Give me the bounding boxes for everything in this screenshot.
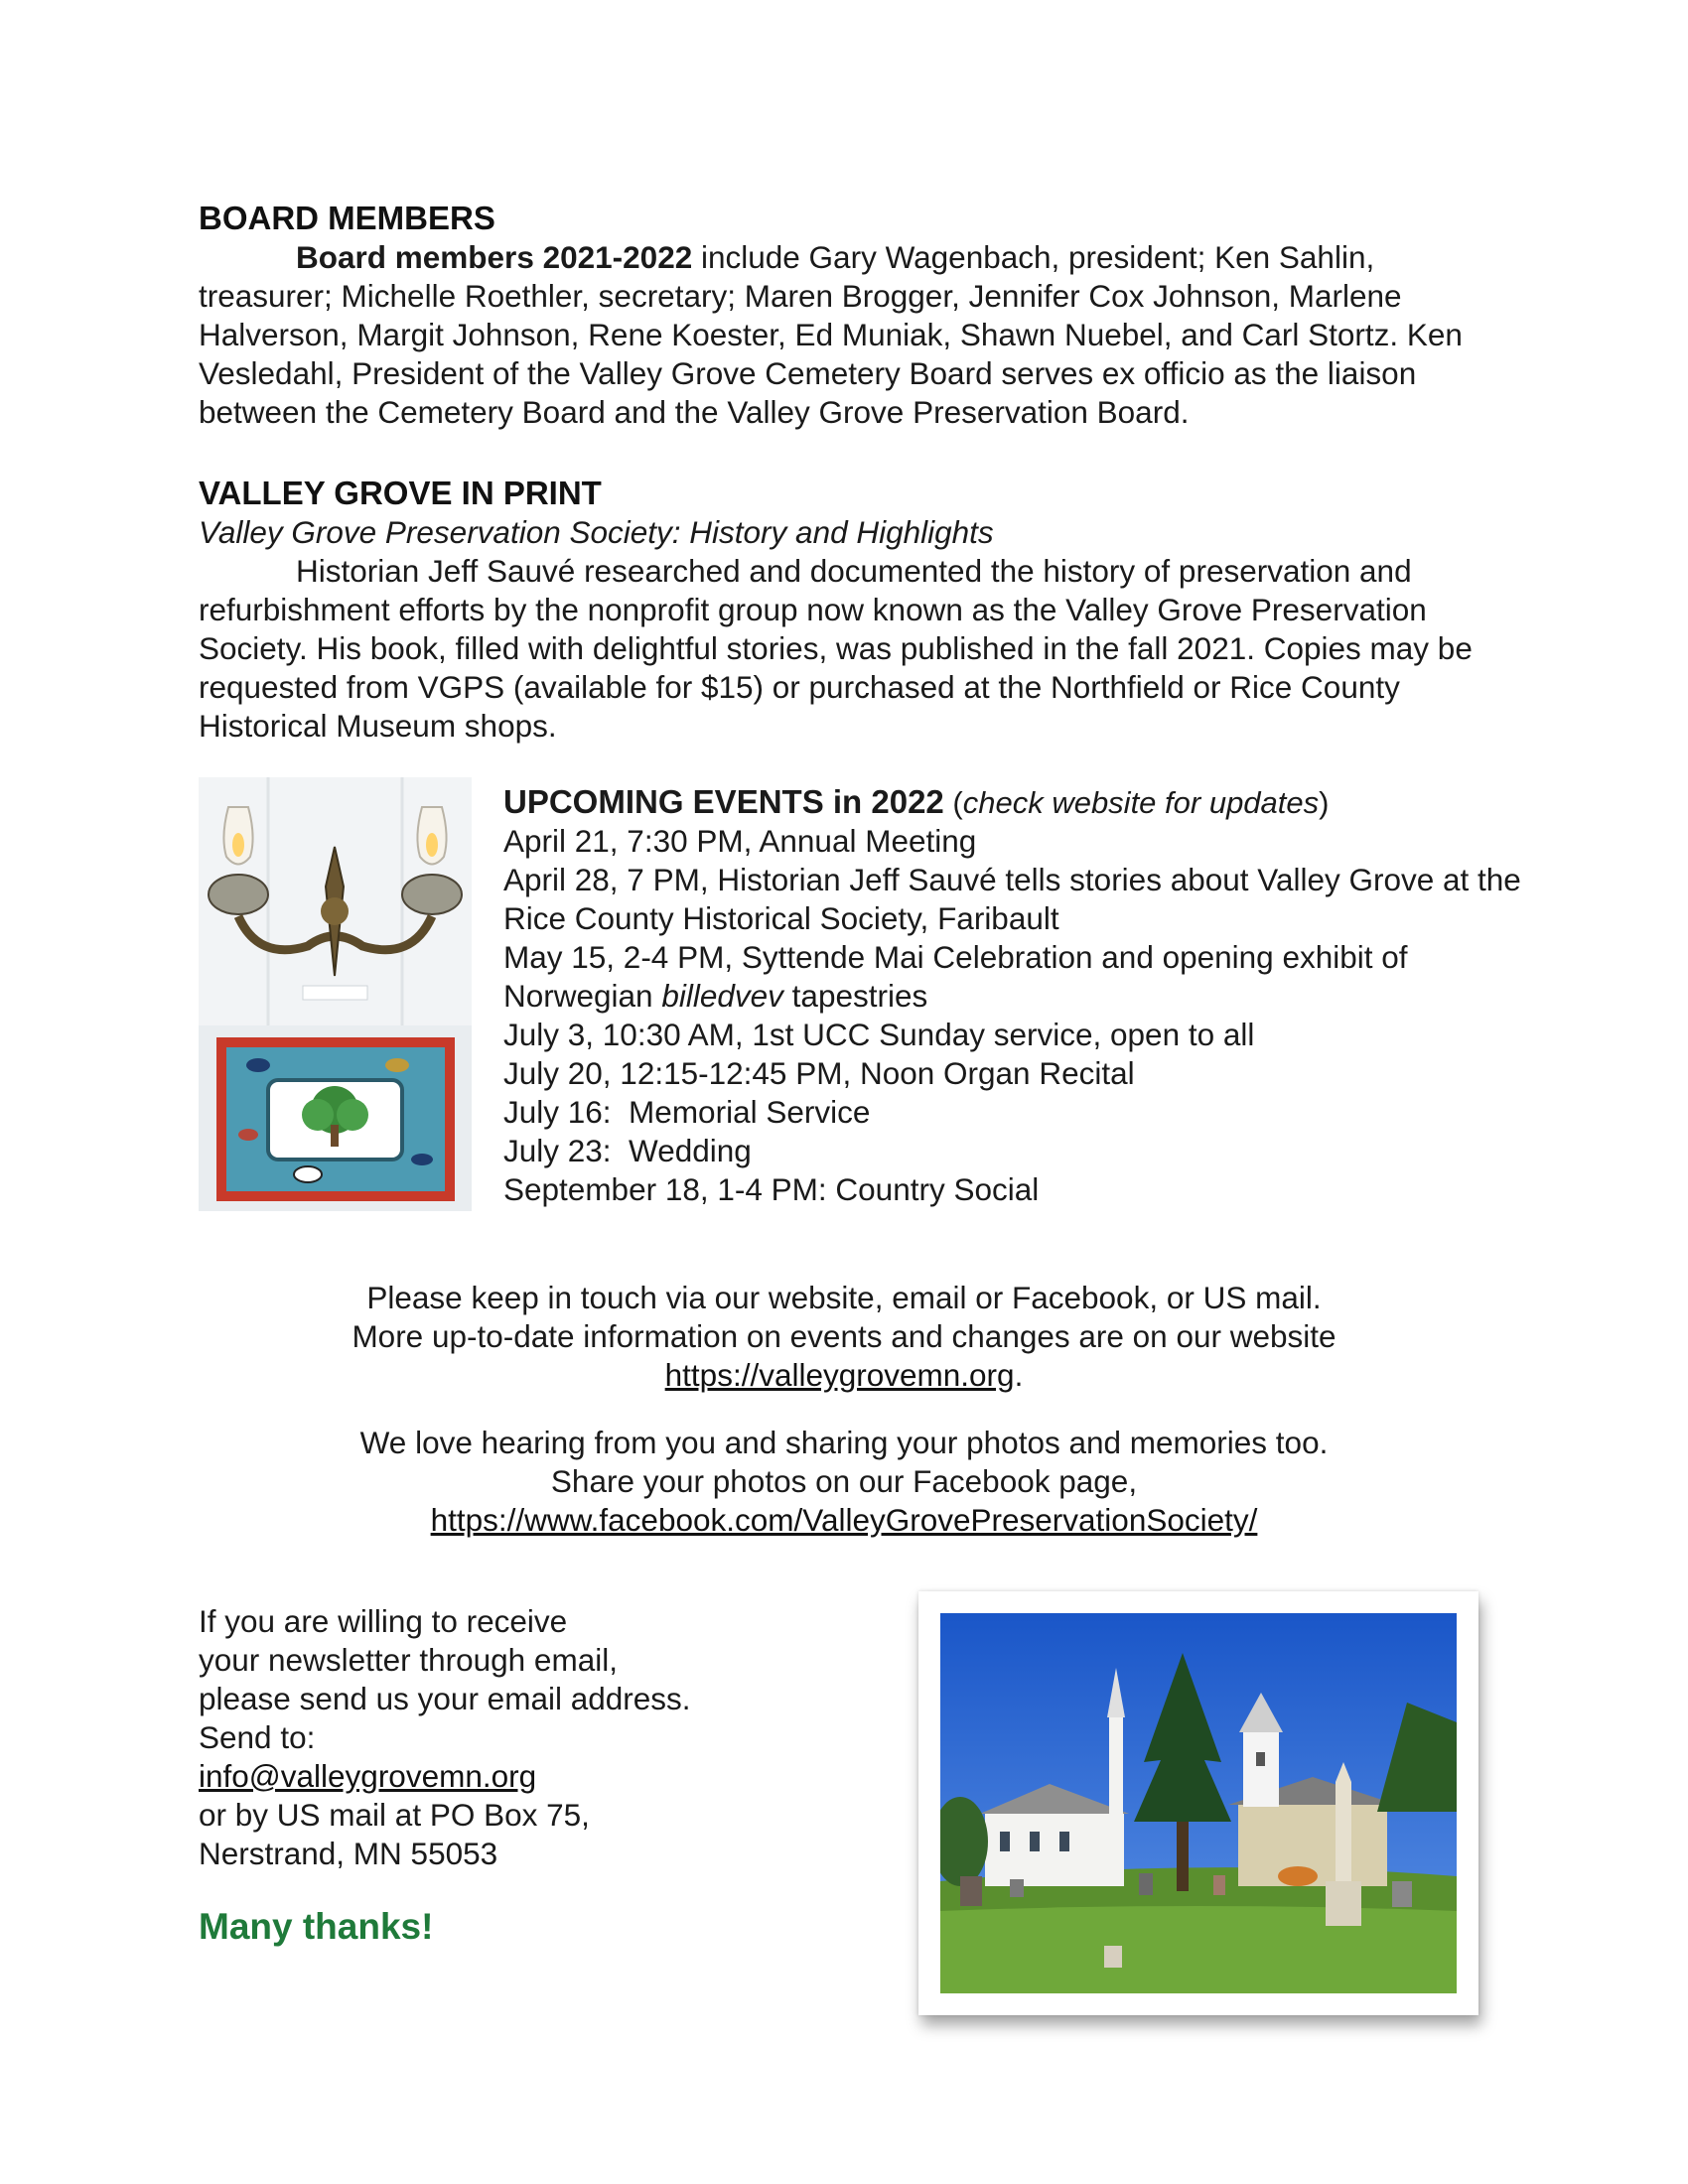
- events-note: check website for updates: [962, 785, 1320, 820]
- facebook-link[interactable]: https://www.facebook.com/ValleyGrovePreservationSociety/: [430, 1502, 1258, 1538]
- event-item: July 23: Wedding: [503, 1133, 752, 1168]
- contact-text: Share your photos on our Facebook page,: [550, 1463, 1138, 1499]
- event-item: July 20, 12:15-12:45 PM, Noon Organ Recital: [503, 1055, 1135, 1091]
- upcoming-events-section: [503, 782, 1536, 1209]
- event-item: September 18, 1-4 PM: Country Social: [503, 1171, 1040, 1207]
- newsletter-text: or by US mail at PO Box 75,: [199, 1797, 590, 1833]
- board-members-body: include Gary Wagenbach, president; Ken Sahlin, treasurer; Michelle Roethler, secretary; Maren Brogger, Jennifer Cox Johnson, Marlene Halverson, Margit Johnson, Rene Koester, Ed Muniak, Shawn Nuebel, and Carl Stortz. Ken Vesledahl, President of the Valley Grove Cemetery Board serves ex officio as the liaison between the Cemetery Board and the Valley Grove Preservation Board.: [199, 239, 1463, 430]
- lamp-tapestry-photo: [199, 777, 472, 1211]
- book-title: Valley Grove Preservation Society: History and Highlights: [199, 514, 994, 550]
- event-item: [503, 938, 1536, 1016]
- contact-text: More up-to-date information on events and changes are on our website: [352, 1318, 1336, 1354]
- newsletter-text: your newsletter through email,: [199, 1642, 618, 1678]
- events-note-open: (: [943, 785, 963, 820]
- church-scene-icon: [940, 1613, 1457, 1993]
- lamp-sconce-icon: [199, 777, 472, 1211]
- board-members-heading: BOARD MEMBERS: [199, 200, 495, 236]
- email-link[interactable]: info@valleygrovemn.org: [199, 1758, 537, 1794]
- church-photo-frame: [918, 1591, 1478, 2015]
- board-members-paragraph: [199, 238, 1489, 432]
- events-heading-line: [503, 782, 1536, 822]
- contact-paragraph-1: [199, 1279, 1489, 1395]
- in-print-section: [199, 474, 1489, 746]
- contact-paragraph-2: [199, 1424, 1489, 1540]
- board-members-section: [199, 199, 1489, 432]
- event-item: July 16: Memorial Service: [503, 1094, 871, 1130]
- event-item: July 3, 10:30 AM, 1st UCC Sunday service, open to all: [503, 1017, 1255, 1052]
- board-members-lead: Board members 2021-2022: [296, 239, 693, 275]
- contact-section: [199, 1279, 1489, 1569]
- event-text: May 15, 2-4 PM, Syttende Mai Celebration and opening exhibit of Norwegian: [503, 939, 1408, 1014]
- contact-text: We love hearing from you and sharing your photos and memories too.: [359, 1425, 1329, 1460]
- many-thanks: Many thanks!: [199, 1906, 434, 1947]
- contact-text: Please keep in touch via our website, email or Facebook, or US mail.: [366, 1280, 1322, 1315]
- website-link[interactable]: https://valleygrovemn.org: [664, 1357, 1015, 1393]
- event-emphasis: billedvev: [661, 978, 783, 1014]
- newsletter-text: Nerstrand, MN 55053: [199, 1836, 498, 1871]
- event-text: tapestries: [782, 978, 928, 1014]
- event-item: April 28, 7 PM, Historian Jeff Sauvé tells stories about Valley Grove at the Rice County Historical Society, Faribault: [503, 862, 1521, 936]
- newsletter-text: please send us your email address.: [199, 1681, 691, 1716]
- newsletter-text: If you are willing to receive: [199, 1603, 568, 1639]
- in-print-heading: VALLEY GROVE IN PRINT: [199, 475, 602, 511]
- in-print-body: Historian Jeff Sauvé researched and documented the history of preservation and refurbishment efforts by the nonprofit group now known as the Valley Grove Preservation Society. His book, filled with delightful stories, was published in the fall 2021. Copies may be requested from VGPS (available for $15) or purchased at the Northfield or Rice County Historical Museum shops.: [199, 553, 1473, 744]
- events-heading: UPCOMING EVENTS in 2022: [503, 783, 944, 820]
- church-photo: [940, 1613, 1457, 1993]
- events-note-close: ): [1319, 785, 1330, 820]
- event-item: April 21, 7:30 PM, Annual Meeting: [503, 823, 977, 859]
- newsletter-text: Send to:: [199, 1719, 316, 1755]
- contact-text: .: [1014, 1357, 1024, 1393]
- newsletter-email-section: [199, 1602, 834, 1873]
- in-print-paragraph: [199, 552, 1489, 746]
